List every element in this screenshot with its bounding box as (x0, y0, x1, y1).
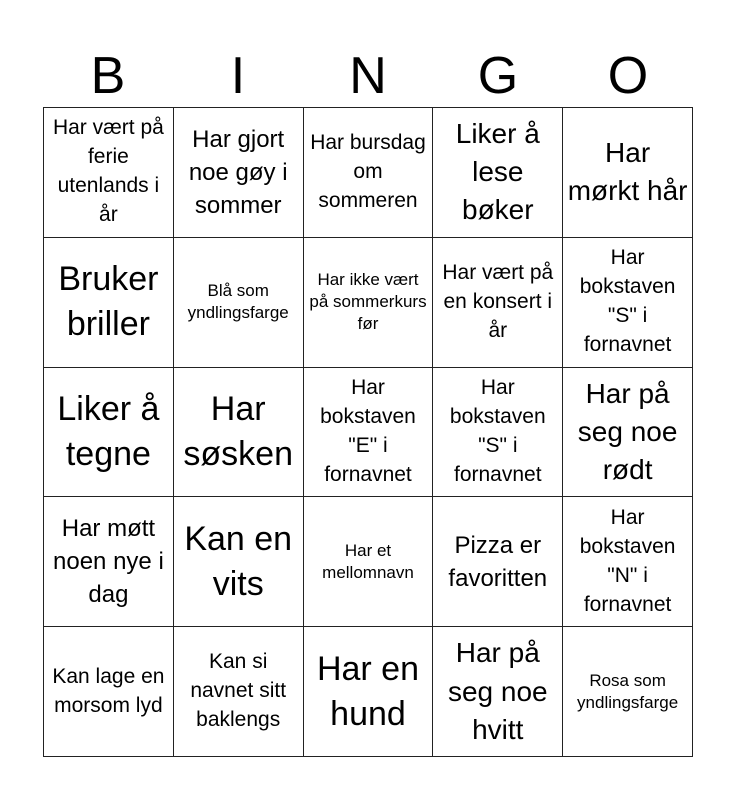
header-letter-n: N (349, 47, 387, 105)
bingo-cell[interactable] (44, 368, 174, 498)
cell-text: Har ikke vært på sommerkurs før (309, 270, 427, 334)
bingo-cell[interactable] (433, 108, 563, 238)
cell-text: Liker å lese bøker (455, 118, 540, 226)
cell-text: Har vært på en konsert i år (442, 260, 554, 342)
bingo-cell[interactable] (174, 368, 304, 498)
cell-text: Har bokstaven "S" i fornavnet (449, 376, 546, 486)
bingo-cell[interactable] (174, 627, 304, 757)
cell-text: Har på seg noe rødt (577, 377, 678, 486)
cell-text: Har bursdag om sommeren (310, 130, 426, 212)
cell-text: Pizza er favoritten (448, 531, 548, 592)
cell-text: Bruker briller (58, 260, 159, 344)
bingo-cell[interactable] (44, 497, 174, 627)
cell-text: Har et mellomnavn (322, 540, 414, 582)
header-letter-b: B (90, 47, 126, 105)
cell-text: Har gjort noe gøy i sommer (188, 125, 288, 219)
bingo-cell[interactable] (433, 368, 563, 498)
cell-text: Rosa som yndlingsfarge (577, 670, 679, 712)
bingo-cell[interactable] (563, 627, 693, 757)
header-letter-o: O (607, 47, 649, 105)
bingo-header (43, 46, 693, 106)
cell-text: Blå som yndlingsfarge (187, 281, 289, 323)
bingo-cell[interactable] (563, 368, 693, 498)
bingo-cell[interactable] (304, 238, 434, 368)
cell-text: Har en hund (316, 649, 420, 733)
bingo-cell[interactable] (174, 497, 304, 627)
cell-text: Liker å tegne (57, 390, 160, 473)
bingo-cell[interactable] (563, 238, 693, 368)
bingo-cell[interactable] (433, 627, 563, 757)
cell-text: Har møtt noen nye i dag (53, 515, 164, 609)
cell-text: Har på seg noe hvitt (447, 637, 548, 745)
bingo-cell[interactable] (174, 108, 304, 238)
cell-text: Har vært på ferie utenlands i år (52, 116, 164, 227)
cell-text: Kan lage en morsom lyd (52, 664, 165, 717)
bingo-grid (43, 107, 693, 757)
bingo-cell[interactable] (174, 238, 304, 368)
bingo-cell[interactable] (44, 238, 174, 368)
cell-text: Kan si navnet sitt baklengs (190, 650, 287, 732)
bingo-cell[interactable] (433, 238, 563, 368)
cell-text: Har mørkt hår (567, 137, 688, 207)
bingo-cell[interactable] (563, 497, 693, 627)
bingo-cell[interactable] (304, 108, 434, 238)
bingo-cell[interactable] (304, 627, 434, 757)
bingo-cell[interactable] (44, 108, 174, 238)
cell-text: Har søsken (183, 390, 293, 473)
cell-text: Kan en vits (184, 519, 293, 603)
bingo-cell[interactable] (304, 497, 434, 627)
cell-text: Har bokstaven "E" i fornavnet (320, 376, 416, 486)
bingo-cell[interactable] (433, 497, 563, 627)
header-letter-i: I (230, 47, 246, 105)
cell-text: Har bokstaven "N" i fornavnet (579, 505, 676, 616)
bingo-cell[interactable] (44, 627, 174, 757)
cell-text: Har bokstaven "S" i fornavnet (579, 246, 676, 357)
bingo-cell[interactable] (304, 368, 434, 498)
bingo-cell[interactable] (563, 108, 693, 238)
header-letter-g: G (477, 47, 519, 105)
